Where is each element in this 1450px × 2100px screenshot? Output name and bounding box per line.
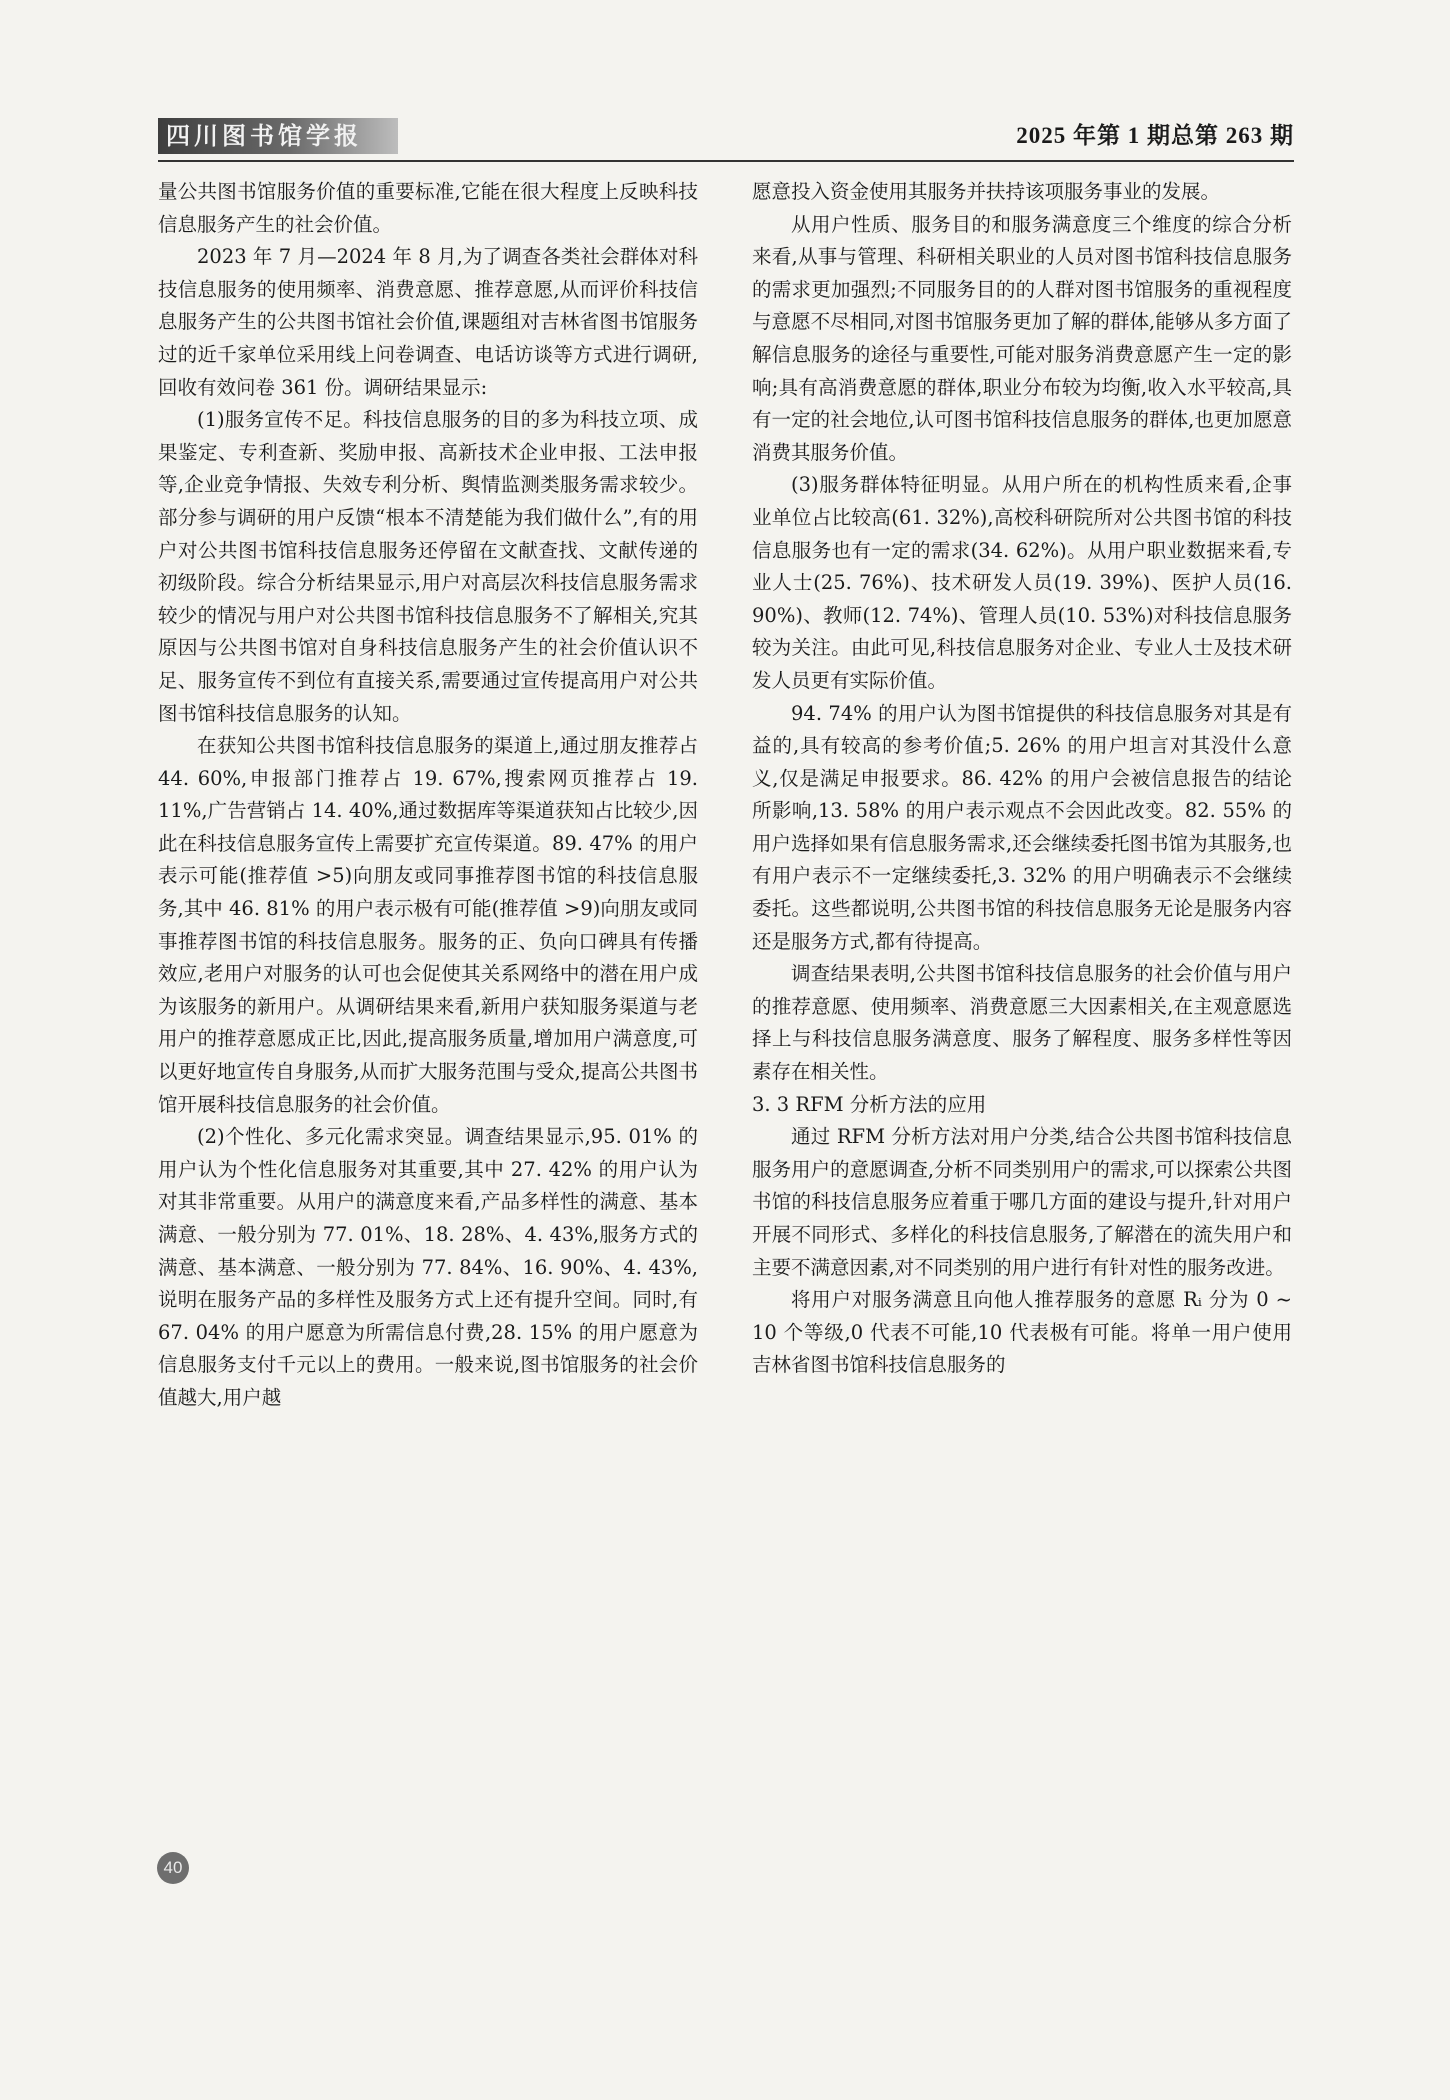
section-heading: 3. 3 RFM 分析方法的应用 <box>752 1092 987 1116</box>
paragraph: (2)个性化、多元化需求突显。调查结果显示,95. 01% 的用户认为个性化信息服务对其重要,其中 27. 42% 的用户认为对其非常重要。从用户的满意度来看,产品多样性的满意、基本满意、一般分别为 77. 01%、18. 28%、4. 43%,服务方式的满意、基本满意、一般分别为 77. 84%、16. 90%、4. 43%,说明在服务产品的多样性及服务方式上还有提升空间。同时,有 67. 04% 的用户愿意为所需信息付费,28. 15% 的用户愿意为信息服务支付千元以上的费用。一般来说,图书馆服务的社会价值越大,用户越 <box>158 1125 698 1409</box>
paragraph: 从用户性质、服务目的和服务满意度三个维度的综合分析来看,从事与管理、科研相关职业的人员对图书馆科技信息服务的需求更加强烈;不同服务目的的人群对图书馆服务的重视程度与意愿不尽相同,对图书馆服务更加了解的群体,能够从多方面了解信息服务的途径与重要性,可能对服务消费意愿产生一定的影响;具有高消费意愿的群体,职业分布较为均衡,收入水平较高,具有一定的社会地位,认可图书馆科技信息服务的群体,也更加愿意消费其服务价值。 <box>752 212 1292 464</box>
journal-name: 四川图书馆学报 <box>158 118 398 154</box>
paragraph: 愿意投入资金使用其服务并扶持该项服务事业的发展。 <box>752 180 1221 203</box>
paragraph: 将用户对服务满意且向他人推荐服务的意愿 Rᵢ 分为 0 ~ 10 个等级,0 代表不可能,10 代表极有可能。将单一用户使用吉林省图书馆科技信息服务的 <box>752 1288 1292 1377</box>
paragraph: 调查结果表明,公共图书馆科技信息服务的社会价值与用户的推荐意愿、使用频率、消费意愿三大因素相关,在主观意愿选择上与科技信息服务满意度、服务了解程度、服务多样性等因素存在相关性。 <box>752 962 1292 1084</box>
paragraph: 94. 74% 的用户认为图书馆提供的科技信息服务对其是有益的,具有较高的参考价值;5. 26% 的用户坦言对其没什么意义,仅是满足申报要求。86. 42% 的用户会被信息报告的结论所影响,13. 58% 的用户表示观点不会因此改变。82. 55% 的用户选择如果有信息服务需求,还会继续委托图书馆为其服务,也有用户表示不一定继续委托,3. 32% 的用户明确表示不会继续委托。这些都说明,公共图书馆的科技信息服务无论是服务内容还是服务方式,都有待提高。 <box>752 701 1292 953</box>
paragraph: 通过 RFM 分析方法对用户分类,结合公共图书馆科技信息服务用户的意愿调查,分析不同类别用户的需求,可以探索公共图书馆的科技信息服务应着重于哪几方面的建设与提升,针对用户开展不同形式、多样化的科技信息服务,了解潜在的流失用户和主要不满意因素,对不同类别的用户进行有针对性的服务改进。 <box>752 1125 1292 1279</box>
paragraph: 2023 年 7 月—2024 年 8 月,为了调查各类社会群体对科技信息服务的使用频率、消费意愿、推荐意愿,从而评价科技信息服务产生的公共图书馆社会价值,课题组对吉林省图书馆服务过的近千家单位采用线上问卷调查、电话访谈等方式进行调研,回收有效问卷 361 份。调研结果显示: <box>158 245 698 399</box>
running-header <box>158 118 1294 156</box>
right-text-column <box>752 176 1292 1382</box>
left-text-column <box>158 176 698 1415</box>
page-number: 40 <box>157 1852 189 1884</box>
paragraph: (3)服务群体特征明显。从用户所在的机构性质来看,企事业单位占比较高(61. 32%),高校科研院所对公共图书馆的科技信息服务也有一定的需求(34. 62%)。从用户职业数据来看,专业人士(25. 76%)、技术研发人员(19. 39%)、医护人员(16. 90%)、教师(12. 74%)、管理人员(10. 53%)对科技信息服务较为关注。由此可见,科技信息服务对企业、专业人士及技术研发人员更有实际价值。 <box>752 473 1292 692</box>
paragraph: 在获知公共图书馆科技信息服务的渠道上,通过朋友推荐占 44. 60%,申报部门推荐占 19. 67%,搜索网页推荐占 19. 11%,广告营销占 14. 40%,通过数据库等渠道获知占比较少,因此在科技信息服务宣传上需要扩充宣传渠道。89. 47% 的用户表示可能(推荐值 >5)向朋友或同事推荐图书馆的科技信息服务,其中 46. 81% 的用户表示极有可能(推荐值 >9)向朋友或同事推荐图书馆的科技信息服务。服务的正、负向口碑具有传播效应,老用户对服务的认可也会促使其关系网络中的潜在用户成为该服务的新用户。从调研结果来看,新用户获知服务渠道与老用户的推荐意愿成正比,因此,提高服务质量,增加用户满意度,可以更好地宣传自身服务,从而扩大服务范围与受众,提高公共图书馆开展科技信息服务的社会价值。 <box>158 734 698 1116</box>
paragraph: (1)服务宣传不足。科技信息服务的目的多为科技立项、成果鉴定、专利查新、奖励申报、高新技术企业申报、工法申报等,企业竞争情报、失效专利分析、舆情监测类服务需求较少。部分参与调研的用户反馈“根本不清楚能为我们做什么”,有的用户对公共图书馆科技信息服务还停留在文献查找、文献传递的初级阶段。综合分析结果显示,用户对高层次科技信息服务需求较少的情况与用户对公共图书馆科技信息服务不了解相关,究其原因与公共图书馆对自身科技信息服务产生的社会价值认识不足、服务宣传不到位有直接关系,需要通过宣传提高用户对公共图书馆科技信息服务的认知。 <box>158 408 698 725</box>
paragraph: 量公共图书馆服务价值的重要标准,它能在很大程度上反映科技信息服务产生的社会价值。 <box>158 180 698 236</box>
issue-info: 2025 年第 1 期总第 263 期 <box>1016 123 1294 148</box>
header-rule <box>158 160 1294 162</box>
